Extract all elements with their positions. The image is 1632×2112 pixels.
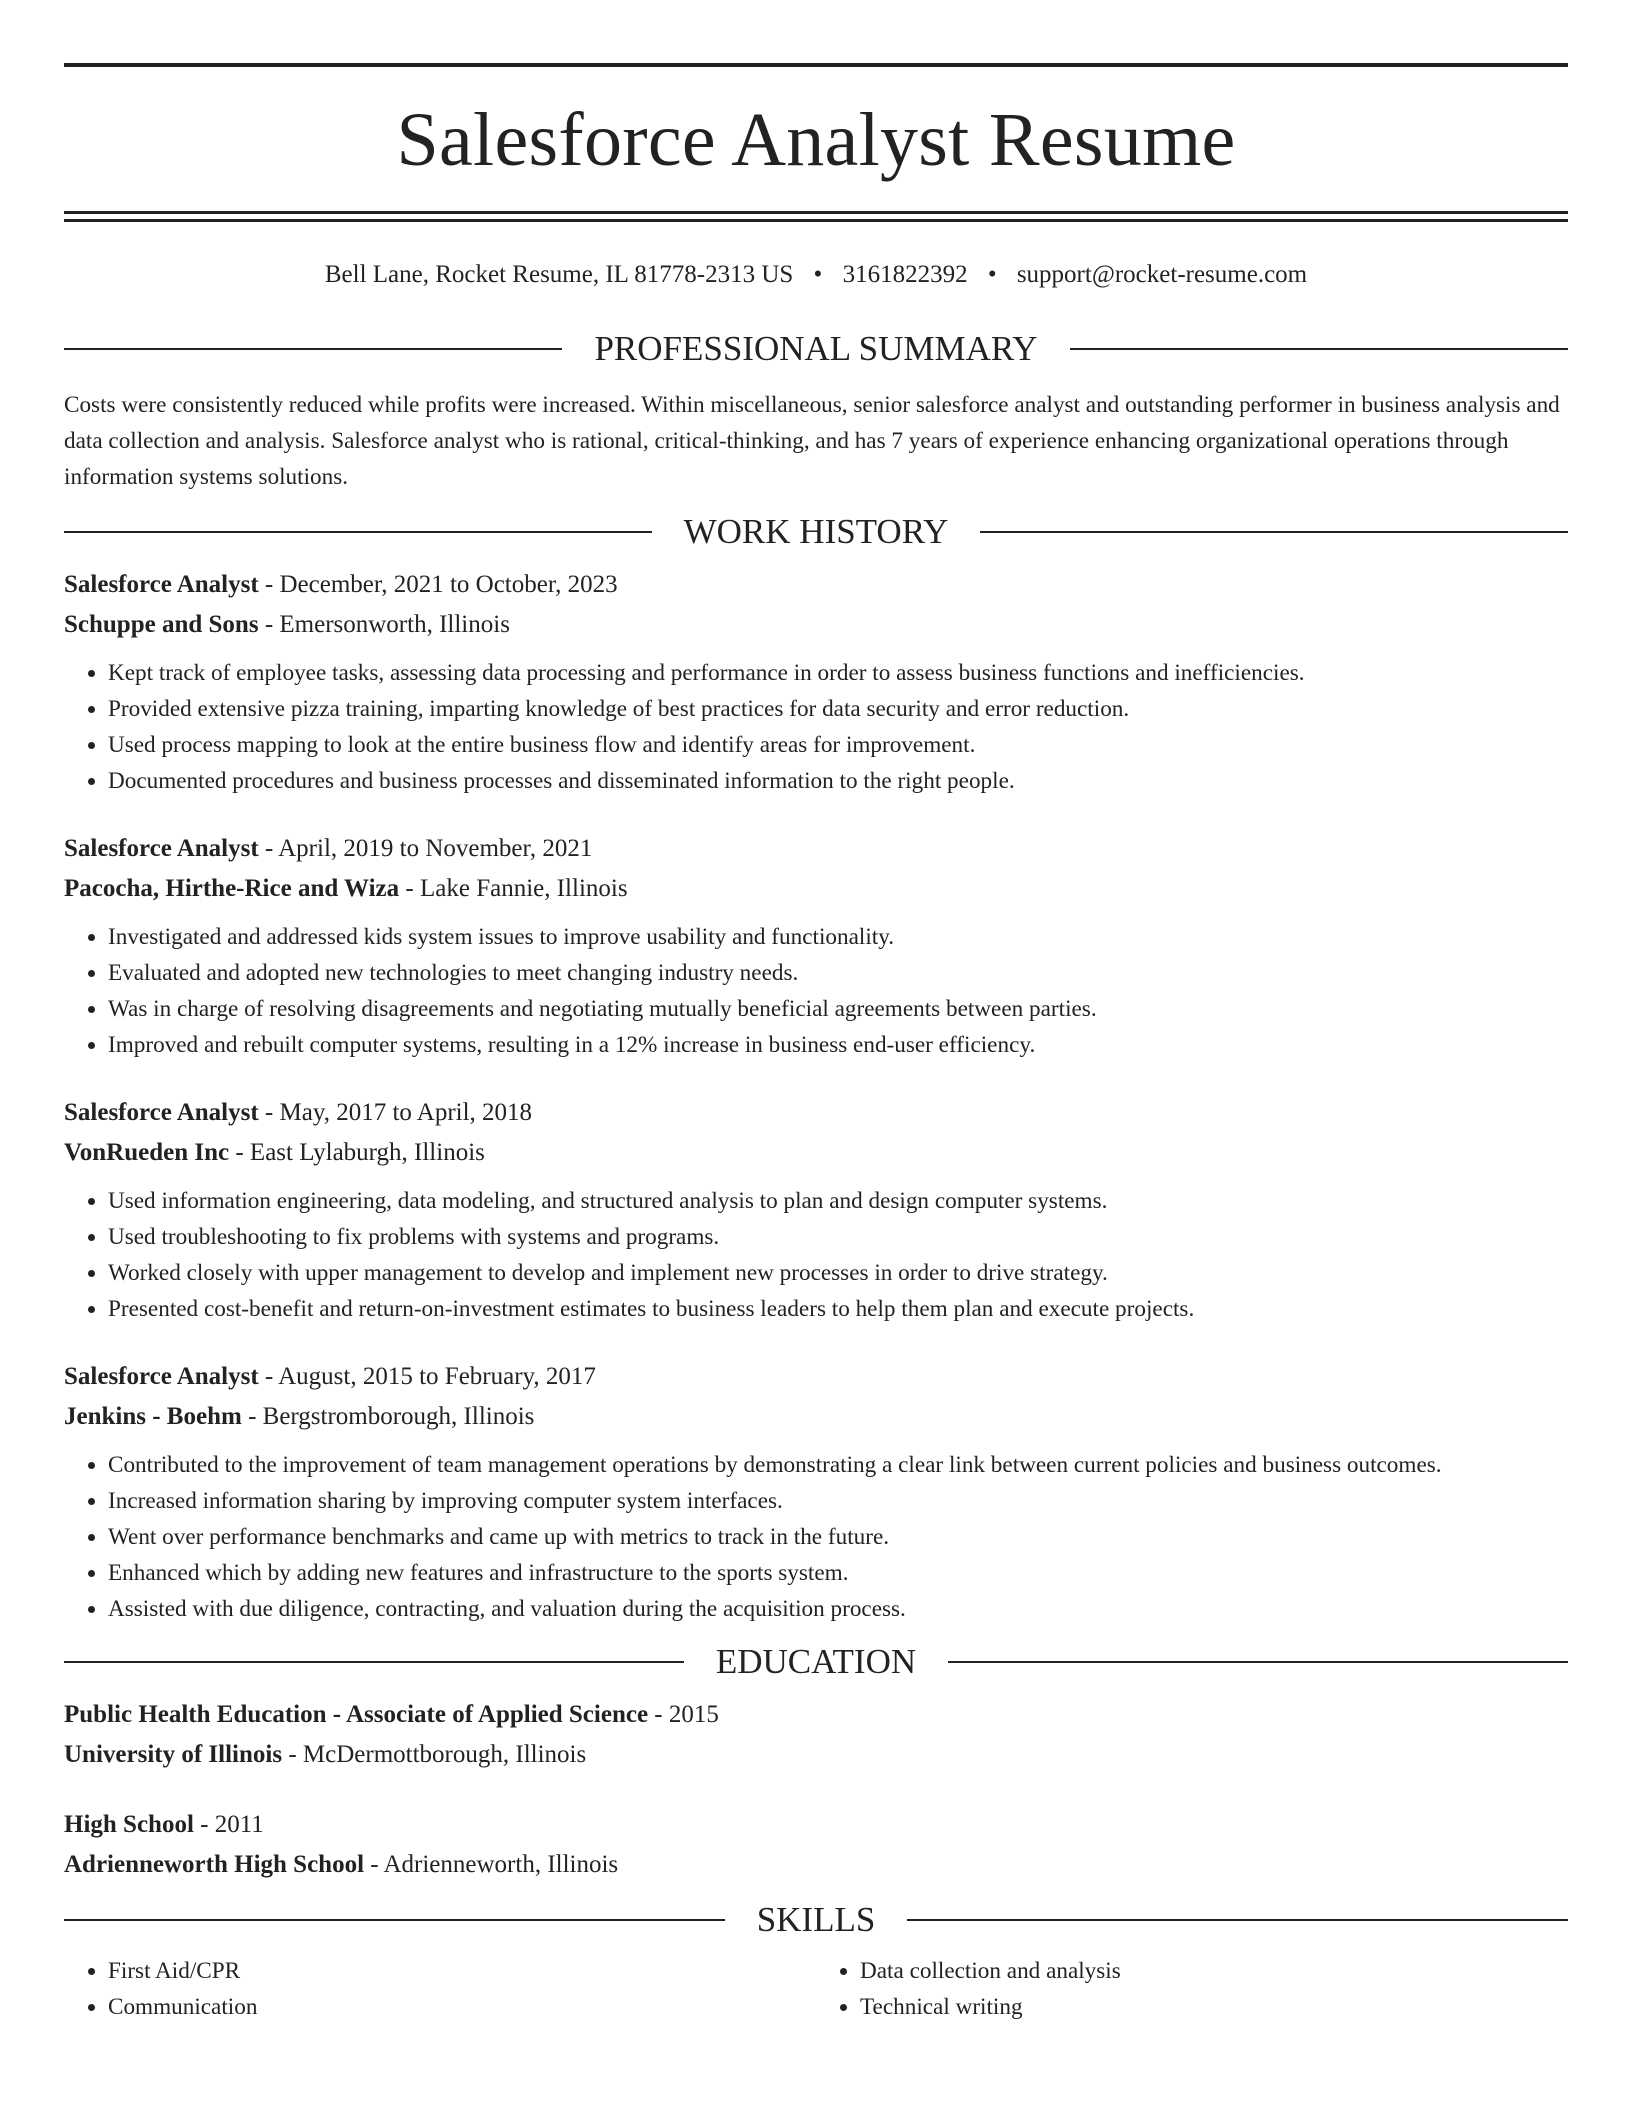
section-title: EDUCATION	[715, 1642, 917, 1681]
heading-rule	[1070, 348, 1568, 350]
list-item: • Was in charge of resolving disagreements and negotiating mutually beneficial agreements between parties.	[108, 991, 1568, 1027]
heading-rule	[948, 1661, 1568, 1663]
summary-text: Costs were consistently reduced while profits were increased. Within miscellaneous, senior salesforce analyst and outstanding performer in business analysis and data collection and analysis. Salesforce analyst who is rational, critical-thinking, and has 7 years of experience enhancing organizational operations through information systems solutions.	[64, 392, 1560, 490]
contact-email: support@rocket-resume.com	[1016, 261, 1308, 288]
contact-phone: 3161822392	[842, 261, 968, 288]
list-item: • Kept track of employee tasks, assessing data processing and performance in order to assess business functions and inefficiencies.	[108, 655, 1568, 691]
top-rule	[64, 63, 1568, 67]
job-entry	[64, 1357, 1568, 1437]
list-item: • Documented procedures and business processes and disseminated information to the right people.	[108, 763, 1568, 799]
school: University of Illinois	[64, 1741, 283, 1768]
skills-column-right	[816, 1953, 1568, 2025]
job-company: Jenkins - Boehm	[64, 1403, 242, 1430]
skill-item: • Communication	[108, 1989, 816, 2025]
list-item: • Used troubleshooting to fix problems with systems and programs.	[108, 1219, 1568, 1255]
job-location: - Emersonworth, Illinois	[258, 611, 510, 638]
heading-rule	[64, 1661, 684, 1663]
school: Adrienneworth High School	[64, 1851, 365, 1878]
page-title: Salesforce Analyst Resume	[396, 98, 1236, 182]
job-title-line	[64, 1357, 1568, 1397]
education-entry	[64, 1695, 1568, 1775]
section-title: WORK HISTORY	[683, 512, 949, 551]
job-location: - Lake Fannie, Illinois	[399, 875, 628, 902]
job-company-line	[64, 605, 1568, 645]
skills-grid	[64, 1953, 1568, 2025]
job-title-line	[64, 829, 1568, 869]
skill-item: • First Aid/CPR	[108, 1953, 816, 1989]
degree: High School	[64, 1811, 194, 1838]
list-item: • Improved and rebuilt computer systems, resulting in a 12% increase in business end-user efficiency.	[108, 1027, 1568, 1063]
section-heading-work	[64, 511, 1568, 553]
contact-separator: •	[813, 261, 823, 288]
job-entry	[64, 1093, 1568, 1173]
list-item: • Worked closely with upper management to develop and implement new processes in order to drive strategy.	[108, 1255, 1568, 1291]
list-item: • Assisted with due diligence, contracting, and valuation during the acquisition process.	[108, 1591, 1568, 1627]
job-bullets	[64, 919, 1568, 1063]
job-title-line	[64, 1093, 1568, 1133]
job-title-line	[64, 565, 1568, 605]
school-line	[64, 1845, 1568, 1885]
job-title: Salesforce Analyst	[64, 1099, 259, 1126]
section-heading-skills	[64, 1899, 1568, 1941]
list-item: • Increased information sharing by improving computer system interfaces.	[108, 1483, 1568, 1519]
job-company: Schuppe and Sons	[64, 611, 259, 638]
job-location: - Bergstromborough, Illinois	[241, 1403, 535, 1430]
school-line	[64, 1735, 1568, 1775]
heading-rule	[64, 531, 652, 533]
list-item: • Provided extensive pizza training, imparting knowledge of best practices for data security and error reduction.	[108, 691, 1568, 727]
contact-separator: •	[987, 261, 997, 288]
job-bullets	[64, 1183, 1568, 1327]
title-double-rule	[64, 211, 1568, 222]
section-title: SKILLS	[756, 1900, 876, 1939]
section-heading-education	[64, 1641, 1568, 1683]
heading-rule	[980, 531, 1568, 533]
education-entry	[64, 1805, 1568, 1885]
job-dates: - April, 2019 to November, 2021	[258, 835, 593, 862]
job-bullets	[64, 655, 1568, 799]
heading-rule	[907, 1919, 1568, 1921]
degree-line	[64, 1805, 1568, 1845]
list-item: • Investigated and addressed kids system issues to improve usability and functionality.	[108, 919, 1568, 955]
job-company: Pacocha, Hirthe-Rice and Wiza	[64, 875, 400, 902]
list-item: • Used process mapping to look at the entire business flow and identify areas for improvement.	[108, 727, 1568, 763]
contact-address: Bell Lane, Rocket Resume, IL 81778-2313 US	[324, 261, 794, 288]
job-dates: - May, 2017 to April, 2018	[258, 1099, 533, 1126]
job-location: - East Lylaburgh, Illinois	[229, 1139, 485, 1166]
degree-line	[64, 1695, 1568, 1735]
degree: Public Health Education - Associate of Applied Science	[64, 1701, 649, 1728]
skills-column-left	[64, 1953, 816, 2025]
job-company-line	[64, 869, 1568, 909]
list-item: • Enhanced which by adding new features and infrastructure to the sports system.	[108, 1555, 1568, 1591]
resume-page	[64, 0, 1568, 2025]
job-bullets	[64, 1447, 1568, 1627]
job-entry	[64, 829, 1568, 909]
degree-year: - 2011	[193, 1811, 264, 1838]
job-dates: - December, 2021 to October, 2023	[258, 571, 618, 598]
degree-year: - 2015	[648, 1701, 719, 1728]
job-entry	[64, 565, 1568, 645]
list-item: • Went over performance benchmarks and came up with metrics to track in the future.	[108, 1519, 1568, 1555]
skill-item: • Technical writing	[860, 1989, 1568, 2025]
heading-rule	[64, 348, 562, 350]
school-location: - McDermottborough, Illinois	[282, 1741, 587, 1768]
section-heading-summary	[64, 328, 1568, 370]
list-item: • Presented cost-benefit and return-on-investment estimates to business leaders to help them plan and execute projects.	[108, 1291, 1568, 1327]
job-title: Salesforce Analyst	[64, 1363, 259, 1390]
contact-line	[64, 260, 1568, 290]
school-location: - Adrienneworth, Illinois	[364, 1851, 619, 1878]
job-company: VonRueden Inc	[64, 1139, 230, 1166]
list-item: • Evaluated and adopted new technologies to meet changing industry needs.	[108, 955, 1568, 991]
job-title: Salesforce Analyst	[64, 571, 259, 598]
job-company-line	[64, 1397, 1568, 1437]
list-item: • Contributed to the improvement of team management operations by demonstrating a clear link between current policies and business outcomes.	[108, 1447, 1568, 1483]
heading-rule	[64, 1919, 725, 1921]
job-company-line	[64, 1133, 1568, 1173]
list-item: • Used information engineering, data modeling, and structured analysis to plan and design computer systems.	[108, 1183, 1568, 1219]
skill-item: • Data collection and analysis	[860, 1953, 1568, 1989]
job-dates: - August, 2015 to February, 2017	[258, 1363, 596, 1390]
job-title: Salesforce Analyst	[64, 835, 259, 862]
section-title: PROFESSIONAL SUMMARY	[594, 329, 1038, 368]
